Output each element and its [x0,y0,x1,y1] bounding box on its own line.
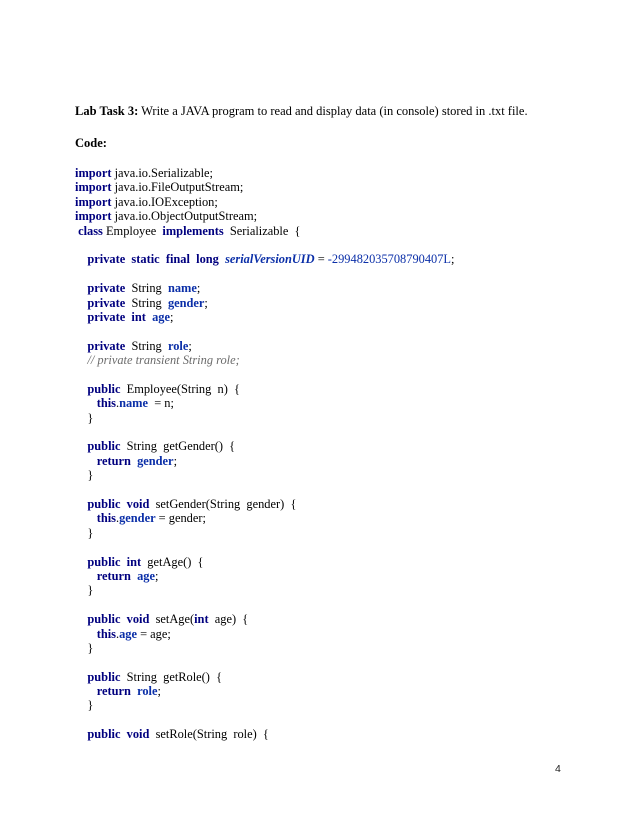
code-token-kw: return [96,453,131,468]
code-line [75,727,454,741]
code-line [75,396,454,410]
code-line [75,439,454,453]
code-line [75,655,454,669]
code-token: = [314,252,328,267]
code-line [75,569,454,583]
code-line [75,684,454,698]
code-token: ; [188,338,192,353]
code-token: String [125,295,168,310]
code-token: } [75,468,94,483]
code-line [75,540,454,554]
code-line [75,166,454,180]
code-token: java.io.ObjectOutputStream; [111,209,258,224]
code-line [75,698,454,712]
code-line [75,411,454,425]
code-line [75,281,454,295]
code-token-num: -299482035708790407L [327,252,451,267]
code-token: ; [204,295,208,310]
code-token-kw: public [87,439,121,454]
code-token: } [75,640,94,655]
code-token [75,497,87,511]
code-token: Employee(String n) { [120,381,240,396]
code-token-kw: return [96,568,131,583]
code-token: . [115,396,120,411]
code-line [75,511,454,525]
code-token [75,439,87,453]
code-token-fld: age [119,626,137,641]
code-token [75,569,97,583]
code-token-kw: private int [87,309,146,324]
code-line [75,195,454,209]
code-token: ; [173,453,178,468]
code-token-kw: this [96,626,116,641]
code-token [75,727,87,741]
code-line [75,497,454,511]
code-token-kw: class [75,223,103,238]
code-token: . [115,626,120,641]
code-label: Code: [75,136,107,150]
code-token: } [75,583,94,598]
code-token-fld: age [137,568,155,583]
code-line [75,713,454,727]
task-heading [75,104,528,119]
code-token: ; [451,252,455,267]
code-token-static-fld: serialVersionUID [225,252,315,267]
code-line [75,670,454,684]
code-token [75,296,87,310]
code-token: java.io.Serializable; [111,166,213,180]
code-token-kw: public void [87,496,150,511]
code-token: String getRole() { [120,669,223,684]
code-token-fld: gender [137,453,174,468]
code-token-kw: public void [87,727,150,742]
code-token [75,627,97,641]
code-token-kw: private [87,295,126,310]
code-token [75,353,87,367]
code-token [75,511,97,525]
code-token: ; [154,568,159,583]
code-token [75,612,87,626]
code-token-kw: private static final long [87,252,219,267]
code-token-kw: public void [87,612,150,627]
code-token: String [125,338,168,353]
code-token: String getGender() { [120,439,236,454]
code-token-fld: gender [167,295,205,310]
code-line [75,627,454,641]
code-token: } [75,410,94,425]
code-token: String [125,281,168,296]
code-token [75,396,97,410]
code-token-kw: public [87,669,121,684]
code-token-kw: implements [162,223,224,238]
code-token-fld: role [167,338,189,353]
code-token: } [75,525,94,540]
code-token: ; [170,309,174,324]
code-token-fld: name [119,396,149,411]
code-line [75,454,454,468]
code-line [75,367,454,381]
code-token-fld: gender [119,511,156,526]
task-label: Lab Task 3: [75,104,139,118]
code-token-kw: return [96,684,131,699]
code-line [75,353,454,367]
code-token [75,382,87,396]
code-token: java.io.IOException; [111,194,218,209]
code-token: = n; [148,396,174,411]
code-line [75,583,454,597]
code-token: ; [196,281,201,296]
code-token-fld: role [137,684,158,699]
code-token: = gender; [155,511,206,526]
code-token-kw: import [75,166,112,180]
code-line [75,238,454,252]
code-line [75,382,454,396]
code-token-kw: private [87,281,126,296]
code-line [75,425,454,439]
code-token-fld: age [152,309,170,324]
code-line [75,224,454,238]
code-token-fld: name [167,281,197,296]
code-token-cmt: // private transient String role; [87,353,240,368]
code-token [75,670,87,684]
code-token: = age; [136,626,171,641]
code-block [75,166,454,742]
code-token [75,684,97,698]
code-line [75,310,454,324]
code-token: . [115,511,120,526]
code-line [75,296,454,310]
code-token-kw: import [75,194,112,209]
code-token-kw: this [96,396,116,411]
code-token [75,281,87,295]
code-token [75,339,87,353]
code-token-kw: public [87,381,121,396]
code-token: setGender(String gender) { [149,496,297,511]
code-line [75,252,454,266]
code-line [75,209,454,223]
code-line [75,598,454,612]
code-token: getAge() { [141,554,204,569]
code-line [75,641,454,655]
code-token [75,310,87,324]
code-line [75,555,454,569]
code-token [75,252,87,266]
code-token [75,555,87,569]
code-token: age) { [208,612,249,627]
code-line [75,267,454,281]
code-token [75,454,97,468]
code-token-kw: int [194,612,209,627]
code-token: Employee [102,223,163,238]
code-line [75,526,454,540]
code-line [75,339,454,353]
code-token-kw: this [96,511,116,526]
task-text: Write a JAVA program to read and display data (in console) stored in .txt file. [138,104,528,118]
page-number: 4 [555,763,561,775]
code-token-kw: private [87,338,126,353]
code-line [75,324,454,338]
code-token: } [75,698,94,713]
code-token-kw: import [75,180,112,195]
code-line [75,180,454,194]
code-line [75,483,454,497]
code-token: ; [157,684,161,699]
code-token: setAge( [149,612,195,627]
code-token-kw: public int [87,554,142,569]
code-token: Serializable { [223,223,301,238]
code-token-kw: import [75,209,112,224]
code-line [75,612,454,626]
code-token: java.io.FileOutputStream; [111,180,244,195]
code-token: setRole(String role) { [149,727,269,742]
code-line [75,468,454,482]
